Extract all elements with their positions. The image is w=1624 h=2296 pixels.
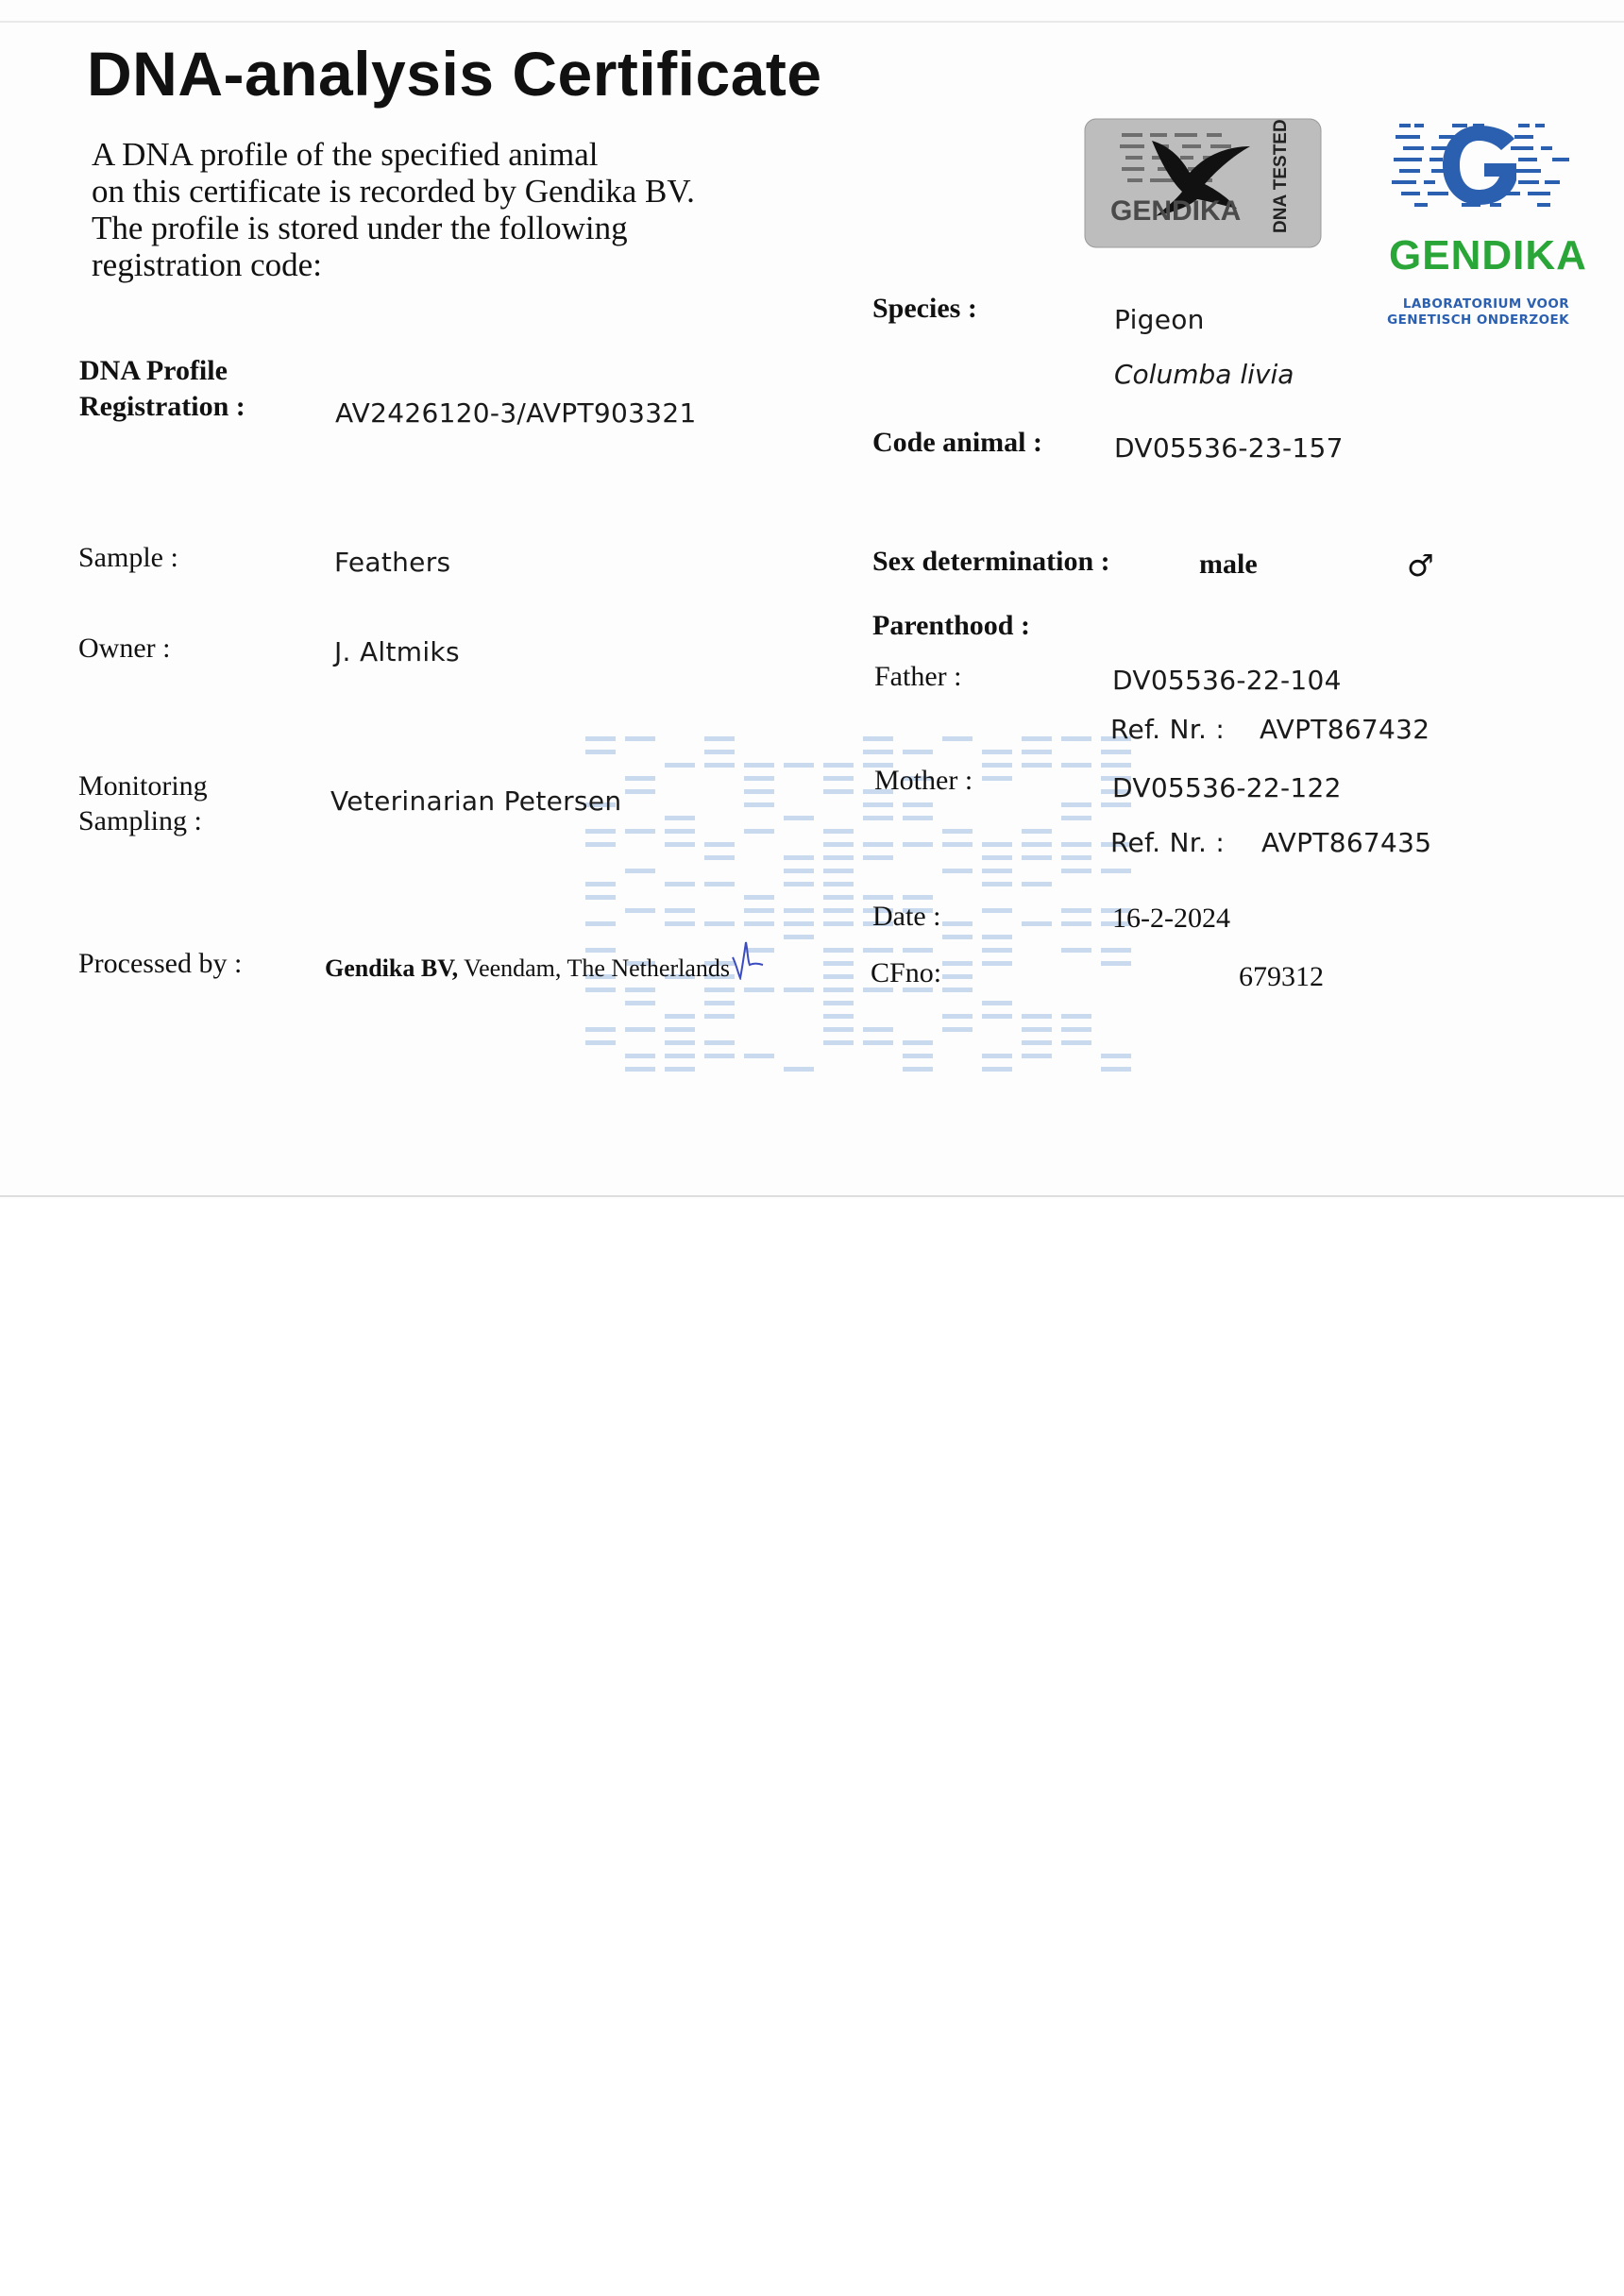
watermark-band [625, 1054, 655, 1058]
watermark-band [823, 961, 854, 966]
watermark-band [863, 750, 893, 754]
owner-value: J. Altmiks [334, 636, 460, 667]
watermark-band [704, 1014, 735, 1019]
intro-line: registration code: [92, 246, 322, 283]
watermark-band [982, 1054, 1012, 1058]
watermark-band [1061, 1027, 1091, 1032]
sex-value: male [1199, 549, 1258, 580]
watermark-band [982, 1014, 1012, 1019]
watermark-band [823, 974, 854, 979]
watermark-band [823, 829, 854, 834]
watermark-band [823, 763, 854, 768]
watermark-band [982, 948, 1012, 953]
watermark-band [982, 961, 1012, 966]
watermark-band [665, 842, 695, 847]
watermark-band [942, 869, 973, 873]
brand-subtitle [1360, 296, 1569, 329]
watermark-band [1022, 736, 1052, 741]
watermark-band [625, 1027, 655, 1032]
watermark-band [704, 763, 735, 768]
watermark-band [1101, 763, 1131, 768]
watermark-band [744, 921, 774, 926]
watermark-band [784, 869, 814, 873]
watermark-band [863, 1040, 893, 1045]
watermark-band [942, 935, 973, 939]
watermark-band [665, 908, 695, 913]
watermark-band [1022, 1040, 1052, 1045]
watermark-band [863, 948, 893, 953]
monitoring-value: Veterinarian Petersen [330, 785, 622, 817]
watermark-band [823, 1014, 854, 1019]
watermark-band [823, 789, 854, 794]
species-common-value: Pigeon [1114, 304, 1205, 335]
watermark-band [1101, 869, 1131, 873]
watermark-band [823, 1040, 854, 1045]
processed-company: Gendika BV, [325, 954, 459, 982]
watermark-band [1061, 855, 1091, 860]
watermark-band [744, 776, 774, 781]
watermark-band [784, 855, 814, 860]
father-ref-value: AVPT867432 [1260, 714, 1430, 745]
watermark-band [1022, 750, 1052, 754]
registration-value: AV2426120-3/AVPT903321 [335, 397, 697, 429]
watermark-band [585, 895, 616, 900]
watermark-band [1061, 1014, 1091, 1019]
badge-side-text: DNA TESTED [1271, 119, 1291, 233]
watermark-band [744, 789, 774, 794]
parenthood-label: Parenthood : [872, 610, 1030, 641]
watermark-band [784, 921, 814, 926]
watermark-band [665, 882, 695, 886]
registration-label: DNA Profile [79, 355, 228, 386]
watermark-band [585, 1040, 616, 1045]
watermark-band [903, 802, 933, 807]
watermark-band [784, 935, 814, 939]
watermark-band [1101, 1054, 1131, 1058]
watermark-band [823, 908, 854, 913]
watermark-band [1101, 961, 1131, 966]
watermark-band [823, 921, 854, 926]
watermark-band [784, 816, 814, 820]
watermark-band [942, 961, 973, 966]
watermark-band [585, 1027, 616, 1032]
watermark-band [585, 736, 616, 741]
mother-ref-value: AVPT867435 [1261, 827, 1432, 858]
watermark-band [982, 935, 1012, 939]
watermark-band [903, 750, 933, 754]
watermark-band [665, 816, 695, 820]
code-animal-value: DV05536-23-157 [1114, 432, 1344, 464]
sample-label: Sample : [78, 542, 178, 573]
intro-line: The profile is stored under the following [92, 210, 628, 246]
watermark-band [744, 829, 774, 834]
watermark-band [942, 988, 973, 992]
bottom-edge [0, 1195, 1624, 1197]
dna-tested-badge [1084, 118, 1322, 248]
watermark-band [704, 842, 735, 847]
watermark-band [744, 1054, 774, 1058]
watermark-band [704, 1054, 735, 1058]
watermark-band [823, 776, 854, 781]
page-title: DNA-analysis Certificate [87, 39, 822, 109]
watermark-band [982, 750, 1012, 754]
watermark-band [823, 855, 854, 860]
watermark-band [823, 869, 854, 873]
watermark-band [823, 895, 854, 900]
watermark-band [982, 776, 1012, 781]
watermark-band [744, 908, 774, 913]
male-symbol-icon: ♂ [1407, 548, 1434, 583]
watermark-band [625, 1001, 655, 1005]
watermark-band [665, 1054, 695, 1058]
watermark-band [942, 842, 973, 847]
watermark-band [903, 816, 933, 820]
watermark-band [903, 842, 933, 847]
sex-label: Sex determination : [872, 546, 1110, 577]
watermark-band [585, 882, 616, 886]
watermark-band [903, 895, 933, 900]
mother-label: Mother : [874, 765, 973, 796]
watermark-band [585, 988, 616, 992]
signature-mark [729, 937, 767, 980]
sample-value: Feathers [334, 547, 451, 578]
watermark-band [982, 1067, 1012, 1072]
watermark-band [982, 763, 1012, 768]
brand-subtitle-line: LABORATORIUM VOOR [1402, 296, 1569, 312]
top-edge [0, 21, 1624, 23]
watermark-band [1061, 921, 1091, 926]
watermark-band [982, 1001, 1012, 1005]
watermark-band [665, 1067, 695, 1072]
watermark-band [744, 802, 774, 807]
watermark-band [982, 842, 1012, 847]
watermark-band [704, 988, 735, 992]
watermark-band [942, 736, 973, 741]
watermark-band [704, 1001, 735, 1005]
watermark-band [863, 802, 893, 807]
watermark-band [982, 882, 1012, 886]
watermark-band [863, 895, 893, 900]
dna-watermark [538, 727, 1142, 1086]
processed-location: Veendam, The Netherlands [458, 954, 730, 982]
watermark-band [625, 776, 655, 781]
species-latin-value: Columba livia [1114, 359, 1294, 390]
watermark-band [665, 763, 695, 768]
watermark-band [1101, 1067, 1131, 1072]
watermark-band [1061, 816, 1091, 820]
father-label: Father : [874, 661, 962, 692]
watermark-band [665, 921, 695, 926]
watermark-band [1022, 1054, 1052, 1058]
watermark-band [704, 736, 735, 741]
owner-label: Owner : [78, 633, 171, 664]
watermark-band [863, 855, 893, 860]
watermark-band [942, 921, 973, 926]
father-ref-label: Ref. Nr. : [1110, 714, 1226, 745]
watermark-band [704, 882, 735, 886]
watermark-band [625, 736, 655, 741]
watermark-band [823, 882, 854, 886]
watermark-band [1061, 763, 1091, 768]
mother-ref-label: Ref. Nr. : [1110, 827, 1226, 858]
watermark-band [863, 816, 893, 820]
watermark-band [784, 882, 814, 886]
watermark-band [625, 869, 655, 873]
watermark-band [665, 829, 695, 834]
intro-line: on this certificate is recorded by Gendika BV. [92, 173, 695, 210]
watermark-band [784, 908, 814, 913]
watermark-band [1022, 921, 1052, 926]
watermark-band [1101, 750, 1131, 754]
watermark-band [1022, 763, 1052, 768]
watermark-band [982, 855, 1012, 860]
watermark-band [665, 1040, 695, 1045]
watermark-band [1101, 948, 1131, 953]
watermark-band [823, 1027, 854, 1032]
watermark-band [784, 763, 814, 768]
watermark-band [784, 1067, 814, 1072]
code-animal-label: Code animal : [872, 427, 1042, 458]
watermark-band [1061, 1040, 1091, 1045]
watermark-band [1022, 829, 1052, 834]
watermark-band [1022, 842, 1052, 847]
watermark-band [942, 829, 973, 834]
date-label: Date : [872, 901, 941, 932]
watermark-band [823, 988, 854, 992]
watermark-band [1061, 869, 1091, 873]
watermark-band [1022, 1014, 1052, 1019]
monitoring-label: Sampling : [78, 805, 202, 836]
watermark-band [585, 750, 616, 754]
watermark-band [942, 1014, 973, 1019]
watermark-band [625, 829, 655, 834]
watermark-band [704, 750, 735, 754]
watermark-band [1061, 948, 1091, 953]
watermark-band [1061, 908, 1091, 913]
watermark-band [942, 974, 973, 979]
monitoring-label: Monitoring [78, 770, 208, 802]
watermark-band [585, 921, 616, 926]
watermark-band [744, 763, 774, 768]
watermark-band [625, 1067, 655, 1072]
father-value: DV05536-22-104 [1112, 665, 1342, 696]
date-value: 16-2-2024 [1112, 903, 1230, 934]
watermark-band [625, 789, 655, 794]
watermark-band [625, 908, 655, 913]
cfno-value: 679312 [1239, 961, 1324, 992]
cfno-label: CFno: [871, 957, 942, 988]
watermark-band [942, 1027, 973, 1032]
watermark-band [863, 1027, 893, 1032]
watermark-band [704, 855, 735, 860]
watermark-band [903, 1040, 933, 1045]
brand-name: GENDIKA [1389, 232, 1587, 279]
watermark-band [1061, 842, 1091, 847]
watermark-band [744, 988, 774, 992]
watermark-band [903, 1054, 933, 1058]
watermark-band [823, 1001, 854, 1005]
processed-label: Processed by : [78, 948, 243, 979]
watermark-band [823, 842, 854, 847]
watermark-band [665, 1014, 695, 1019]
watermark-band [1022, 1027, 1052, 1032]
badge-text: GENDIKA [1110, 195, 1242, 227]
watermark-band [665, 1027, 695, 1032]
brand-subtitle-line: GENETISCH ONDERZOEK [1387, 312, 1569, 328]
watermark-band [704, 1040, 735, 1045]
watermark-band [1061, 802, 1091, 807]
intro-text [92, 136, 771, 283]
registration-label: Registration : [79, 391, 245, 422]
species-label: Species : [872, 293, 977, 324]
watermark-band [1022, 855, 1052, 860]
intro-line: A DNA profile of the specified animal [92, 136, 599, 173]
watermark-band [903, 948, 933, 953]
gendika-logo-icon [1386, 118, 1575, 227]
watermark-band [863, 736, 893, 741]
mother-value: DV05536-22-122 [1112, 772, 1342, 803]
watermark-band [625, 988, 655, 992]
watermark-band [863, 842, 893, 847]
watermark-band [982, 908, 1012, 913]
watermark-band [784, 988, 814, 992]
watermark-band [903, 1067, 933, 1072]
watermark-band [585, 842, 616, 847]
watermark-band [823, 948, 854, 953]
processed-value [325, 954, 730, 983]
watermark-band [585, 948, 616, 953]
watermark-band [704, 921, 735, 926]
watermark-band [982, 869, 1012, 873]
watermark-band [1022, 882, 1052, 886]
watermark-band [585, 829, 616, 834]
watermark-band [1061, 736, 1091, 741]
watermark-band [744, 895, 774, 900]
